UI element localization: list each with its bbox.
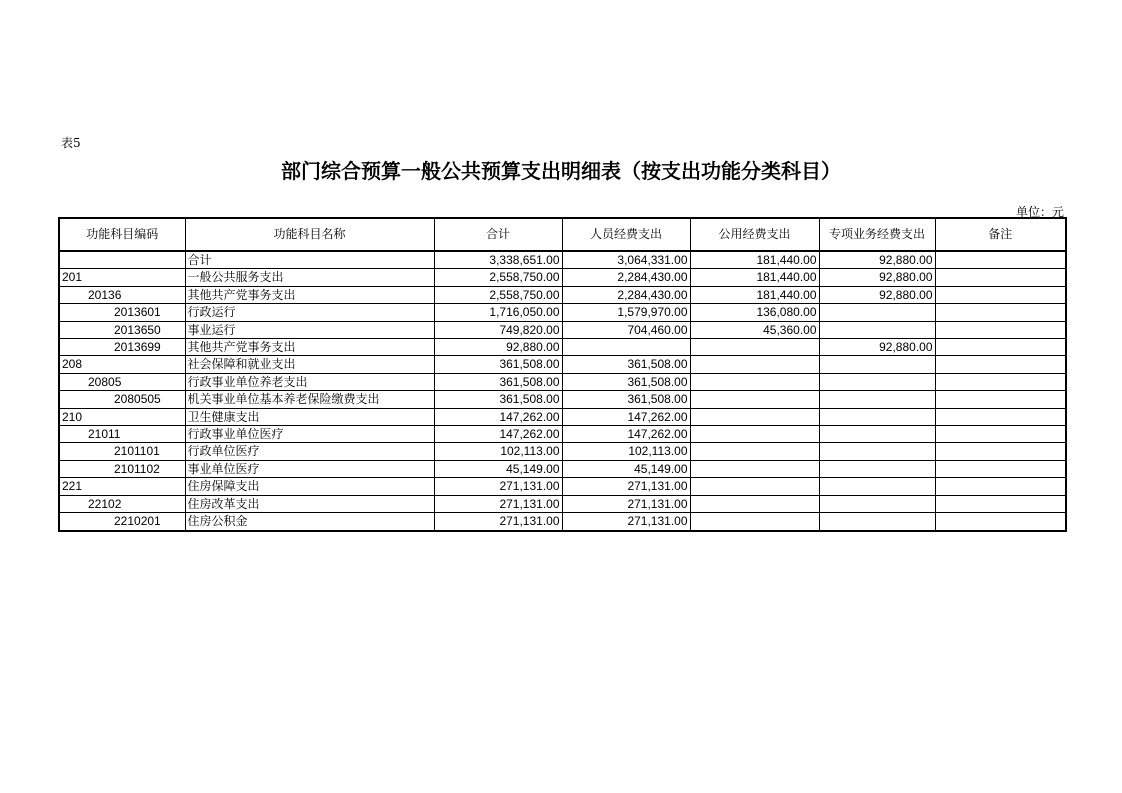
- cell-note: [935, 304, 1066, 321]
- cell-code: 22102: [59, 495, 185, 512]
- cell-personnel: 147,262.00: [562, 426, 690, 443]
- cell-code: [59, 251, 185, 269]
- cell-total: 1,716,050.00: [434, 304, 562, 321]
- cell-personnel: 704,460.00: [562, 321, 690, 338]
- cell-note: [935, 426, 1066, 443]
- cell-personnel: 102,113.00: [562, 443, 690, 460]
- cell-code: 21011: [59, 426, 185, 443]
- cell-personnel: 361,508.00: [562, 373, 690, 390]
- table-row: [59, 269, 1066, 286]
- cell-personnel: 45,149.00: [562, 460, 690, 477]
- cell-name: 行政运行: [185, 304, 434, 321]
- cell-public: [690, 426, 819, 443]
- cell-total: 102,113.00: [434, 443, 562, 460]
- cell-public: [690, 356, 819, 373]
- cell-name: 行政单位医疗: [185, 443, 434, 460]
- cell-name: 行政事业单位医疗: [185, 426, 434, 443]
- cell-public: 181,440.00: [690, 286, 819, 303]
- cell-note: [935, 391, 1066, 408]
- cell-code: 20805: [59, 373, 185, 390]
- cell-name: 事业单位医疗: [185, 460, 434, 477]
- cell-special: [819, 408, 935, 425]
- cell-personnel: [562, 339, 690, 356]
- cell-special: [819, 478, 935, 495]
- cell-total: 45,149.00: [434, 460, 562, 477]
- cell-personnel: 361,508.00: [562, 391, 690, 408]
- cell-public: [690, 339, 819, 356]
- cell-note: [935, 495, 1066, 512]
- cell-name: 其他共产党事务支出: [185, 339, 434, 356]
- cell-note: [935, 356, 1066, 373]
- table-row: [59, 321, 1066, 338]
- cell-public: [690, 495, 819, 512]
- cell-public: [690, 460, 819, 477]
- cell-code: 2013601: [59, 304, 185, 321]
- cell-total: 2,558,750.00: [434, 269, 562, 286]
- cell-name: 住房公积金: [185, 513, 434, 531]
- cell-note: [935, 373, 1066, 390]
- table-row: [59, 495, 1066, 512]
- cell-special: [819, 460, 935, 477]
- cell-code: 2080505: [59, 391, 185, 408]
- cell-total: 271,131.00: [434, 495, 562, 512]
- cell-total: 361,508.00: [434, 391, 562, 408]
- cell-total: 361,508.00: [434, 373, 562, 390]
- table-row: [59, 478, 1066, 495]
- cell-total: 271,131.00: [434, 513, 562, 531]
- cell-special: [819, 426, 935, 443]
- cell-special: [819, 495, 935, 512]
- table-row: [59, 408, 1066, 425]
- cell-special: [819, 321, 935, 338]
- cell-code: 2210201: [59, 513, 185, 531]
- cell-name: 合计: [185, 251, 434, 269]
- cell-special: [819, 443, 935, 460]
- cell-public: 181,440.00: [690, 269, 819, 286]
- cell-code: 221: [59, 478, 185, 495]
- cell-public: 136,080.00: [690, 304, 819, 321]
- cell-special: [819, 513, 935, 531]
- cell-name: 一般公共服务支出: [185, 269, 434, 286]
- cell-public: [690, 373, 819, 390]
- cell-note: [935, 460, 1066, 477]
- cell-personnel: 271,131.00: [562, 513, 690, 531]
- column-header-total: 合计: [434, 218, 562, 251]
- table-row: [59, 304, 1066, 321]
- cell-total: 271,131.00: [434, 478, 562, 495]
- cell-special: 92,880.00: [819, 251, 935, 269]
- table-row: [59, 426, 1066, 443]
- cell-name: 事业运行: [185, 321, 434, 338]
- cell-public: [690, 513, 819, 531]
- cell-note: [935, 443, 1066, 460]
- cell-public: 45,360.00: [690, 321, 819, 338]
- cell-personnel: 2,284,430.00: [562, 269, 690, 286]
- cell-public: 181,440.00: [690, 251, 819, 269]
- cell-total: 2,558,750.00: [434, 286, 562, 303]
- cell-personnel: 1,579,970.00: [562, 304, 690, 321]
- column-header-note: 备注: [935, 218, 1066, 251]
- cell-name: 卫生健康支出: [185, 408, 434, 425]
- cell-note: [935, 286, 1066, 303]
- cell-public: [690, 443, 819, 460]
- cell-code: 2013650: [59, 321, 185, 338]
- cell-special: 92,880.00: [819, 269, 935, 286]
- cell-name: 住房保障支出: [185, 478, 434, 495]
- cell-note: [935, 251, 1066, 269]
- table-row: [59, 373, 1066, 390]
- cell-code: 2013699: [59, 339, 185, 356]
- cell-personnel: 271,131.00: [562, 478, 690, 495]
- cell-total: 92,880.00: [434, 339, 562, 356]
- cell-total: 147,262.00: [434, 426, 562, 443]
- cell-code: 208: [59, 356, 185, 373]
- cell-special: [819, 391, 935, 408]
- column-header-special: 专项业务经费支出: [819, 218, 935, 251]
- unit-label: 单位：元: [1015, 205, 1064, 219]
- column-header-public: 公用经费支出: [690, 218, 819, 251]
- column-header-code: 功能科目编码: [59, 218, 185, 251]
- cell-personnel: 361,508.00: [562, 356, 690, 373]
- cell-personnel: 3,064,331.00: [562, 251, 690, 269]
- cell-code: 2101101: [59, 443, 185, 460]
- cell-special: 92,880.00: [819, 286, 935, 303]
- table-row: [59, 513, 1066, 531]
- cell-total: 749,820.00: [434, 321, 562, 338]
- cell-name: 住房改革支出: [185, 495, 434, 512]
- table-row: [59, 339, 1066, 356]
- cell-name: 其他共产党事务支出: [185, 286, 434, 303]
- cell-personnel: 147,262.00: [562, 408, 690, 425]
- cell-note: [935, 478, 1066, 495]
- cell-name: 行政事业单位养老支出: [185, 373, 434, 390]
- cell-note: [935, 513, 1066, 531]
- table-number: 表5: [61, 136, 81, 150]
- header-row: [59, 218, 1066, 251]
- table-row: [59, 391, 1066, 408]
- cell-special: [819, 356, 935, 373]
- table-row: [59, 356, 1066, 373]
- table-row: [59, 460, 1066, 477]
- page-title: 部门综合预算一般公共预算支出明细表（按支出功能分类科目）: [281, 159, 841, 183]
- cell-public: [690, 478, 819, 495]
- cell-code: 210: [59, 408, 185, 425]
- cell-special: [819, 304, 935, 321]
- table-row: [59, 443, 1066, 460]
- cell-name: 社会保障和就业支出: [185, 356, 434, 373]
- cell-special: 92,880.00: [819, 339, 935, 356]
- cell-personnel: 2,284,430.00: [562, 286, 690, 303]
- expenditure-table: [58, 217, 1067, 532]
- cell-public: [690, 408, 819, 425]
- cell-personnel: 271,131.00: [562, 495, 690, 512]
- table-row: [59, 251, 1066, 269]
- cell-note: [935, 321, 1066, 338]
- column-header-personnel: 人员经费支出: [562, 218, 690, 251]
- cell-code: 20136: [59, 286, 185, 303]
- cell-total: 361,508.00: [434, 356, 562, 373]
- cell-total: 3,338,651.00: [434, 251, 562, 269]
- cell-special: [819, 373, 935, 390]
- table-row: [59, 286, 1066, 303]
- cell-public: [690, 391, 819, 408]
- cell-note: [935, 408, 1066, 425]
- column-header-name: 功能科目名称: [185, 218, 434, 251]
- cell-total: 147,262.00: [434, 408, 562, 425]
- cell-code: 201: [59, 269, 185, 286]
- cell-note: [935, 339, 1066, 356]
- cell-code: 2101102: [59, 460, 185, 477]
- cell-name: 机关事业单位基本养老保险缴费支出: [185, 391, 434, 408]
- cell-note: [935, 269, 1066, 286]
